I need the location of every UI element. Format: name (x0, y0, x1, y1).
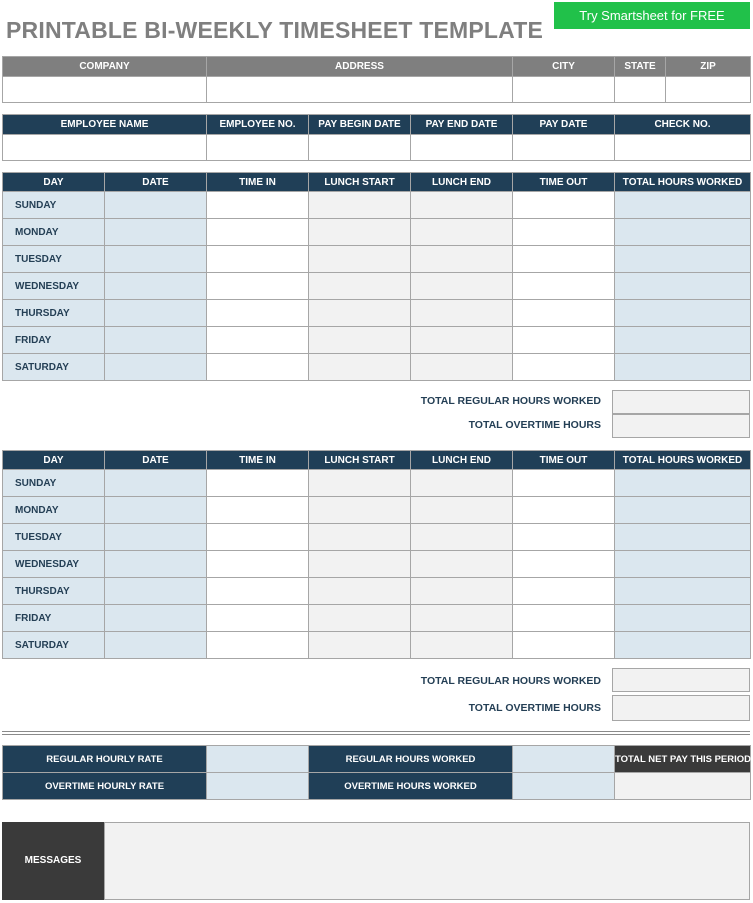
total-hours-cell (615, 524, 751, 551)
time-out-cell[interactable] (513, 300, 615, 327)
day-label: SUNDAY (3, 192, 105, 219)
date-cell[interactable] (105, 246, 207, 273)
city-field[interactable] (513, 77, 615, 103)
date-cell[interactable] (105, 327, 207, 354)
day-label: TUESDAY (3, 524, 105, 551)
lunch-end-cell[interactable] (411, 497, 513, 524)
lunch-end-cell[interactable] (411, 551, 513, 578)
day-header: DAY (3, 173, 105, 192)
time-in-cell[interactable] (207, 219, 309, 246)
time-out-cell[interactable] (513, 605, 615, 632)
time-out-header: TIME OUT (513, 451, 615, 470)
divider (2, 734, 750, 735)
total-net-pay-label: TOTAL NET PAY THIS PERIOD (615, 746, 751, 773)
lunch-end-cell[interactable] (411, 578, 513, 605)
overtime-hours-worked-label: OVERTIME HOURS WORKED (309, 773, 513, 800)
employee-name-field[interactable] (3, 135, 207, 161)
time-in-cell[interactable] (207, 605, 309, 632)
lunch-start-cell[interactable] (309, 551, 411, 578)
total-hours-cell (615, 354, 751, 381)
time-in-cell[interactable] (207, 327, 309, 354)
lunch-end-cell[interactable] (411, 632, 513, 659)
time-out-cell[interactable] (513, 497, 615, 524)
day-label: THURSDAY (3, 300, 105, 327)
overtime-hourly-rate-field[interactable] (207, 773, 309, 800)
employee-no-header: EMPLOYEE NO. (207, 115, 309, 135)
lunch-start-cell[interactable] (309, 273, 411, 300)
date-cell[interactable] (105, 632, 207, 659)
time-in-cell[interactable] (207, 246, 309, 273)
lunch-end-cell[interactable] (411, 192, 513, 219)
week-2-total-regular-label: TOTAL REGULAR HOURS WORKED (420, 675, 601, 687)
regular-hours-worked-field (513, 746, 615, 773)
date-cell[interactable] (105, 192, 207, 219)
date-cell[interactable] (105, 605, 207, 632)
total-hours-cell (615, 219, 751, 246)
total-hours-cell (615, 497, 751, 524)
lunch-end-cell[interactable] (411, 300, 513, 327)
total-hours-header: TOTAL HOURS WORKED (615, 173, 751, 192)
divider (2, 731, 750, 732)
time-out-cell[interactable] (513, 578, 615, 605)
employee-no-field[interactable] (207, 135, 309, 161)
lunch-end-header: LUNCH END (411, 451, 513, 470)
week-1-total-regular-label: TOTAL REGULAR HOURS WORKED (420, 395, 601, 407)
lunch-end-cell[interactable] (411, 327, 513, 354)
day-label: WEDNESDAY (3, 273, 105, 300)
day-header: DAY (3, 451, 105, 470)
page-title: PRINTABLE BI-WEEKLY TIMESHEET TEMPLATE (6, 17, 544, 43)
total-hours-cell (615, 327, 751, 354)
week-2-total-regular-field (612, 668, 750, 692)
overtime-hourly-rate-label: OVERTIME HOURLY RATE (3, 773, 207, 800)
time-out-cell[interactable] (513, 354, 615, 381)
date-cell[interactable] (105, 578, 207, 605)
check-no-field[interactable] (615, 135, 751, 161)
day-label: SATURDAY (3, 632, 105, 659)
lunch-start-cell[interactable] (309, 497, 411, 524)
lunch-start-cell[interactable] (309, 354, 411, 381)
lunch-start-cell[interactable] (309, 246, 411, 273)
total-hours-cell (615, 273, 751, 300)
date-cell[interactable] (105, 219, 207, 246)
employee-name-header: EMPLOYEE NAME (3, 115, 207, 135)
week-1-table (2, 172, 751, 381)
pay-summary-table (2, 745, 751, 800)
address-field[interactable] (207, 77, 513, 103)
company-header: COMPANY (3, 57, 207, 77)
time-in-cell[interactable] (207, 497, 309, 524)
zip-field[interactable] (666, 77, 751, 103)
day-label: MONDAY (3, 219, 105, 246)
date-cell[interactable] (105, 551, 207, 578)
time-in-cell[interactable] (207, 192, 309, 219)
lunch-start-header: LUNCH START (309, 451, 411, 470)
total-hours-cell (615, 300, 751, 327)
lunch-start-header: LUNCH START (309, 173, 411, 192)
lunch-end-cell[interactable] (411, 354, 513, 381)
week-1-total-regular-field (612, 390, 750, 414)
lunch-end-cell[interactable] (411, 273, 513, 300)
day-label: FRIDAY (3, 327, 105, 354)
time-in-cell[interactable] (207, 354, 309, 381)
time-in-header: TIME IN (207, 451, 309, 470)
week-2-total-overtime-field (612, 695, 750, 721)
pay-end-date-field[interactable] (411, 135, 513, 161)
address-header: ADDRESS (207, 57, 513, 77)
time-out-cell[interactable] (513, 632, 615, 659)
time-in-cell[interactable] (207, 578, 309, 605)
week-1-total-overtime-label: TOTAL OVERTIME HOURS (468, 419, 601, 431)
lunch-end-cell[interactable] (411, 605, 513, 632)
overtime-hours-worked-field (513, 773, 615, 800)
day-label: TUESDAY (3, 246, 105, 273)
pay-begin-date-header: PAY BEGIN DATE (309, 115, 411, 135)
time-out-header: TIME OUT (513, 173, 615, 192)
time-in-cell[interactable] (207, 300, 309, 327)
lunch-start-cell[interactable] (309, 300, 411, 327)
pay-end-date-header: PAY END DATE (411, 115, 513, 135)
time-in-cell[interactable] (207, 273, 309, 300)
time-out-cell[interactable] (513, 470, 615, 497)
date-cell[interactable] (105, 300, 207, 327)
lunch-end-cell[interactable] (411, 219, 513, 246)
date-header: DATE (105, 173, 207, 192)
lunch-start-cell[interactable] (309, 219, 411, 246)
lunch-start-cell[interactable] (309, 605, 411, 632)
lunch-end-header: LUNCH END (411, 173, 513, 192)
day-label: WEDNESDAY (3, 551, 105, 578)
date-cell[interactable] (105, 354, 207, 381)
total-net-pay-field (615, 773, 751, 800)
city-header: CITY (513, 57, 615, 77)
company-field[interactable] (3, 77, 207, 103)
try-smartsheet-button[interactable]: Try Smartsheet for FREE (554, 2, 750, 29)
date-cell[interactable] (105, 497, 207, 524)
lunch-end-cell[interactable] (411, 470, 513, 497)
time-in-header: TIME IN (207, 173, 309, 192)
date-cell[interactable] (105, 524, 207, 551)
total-hours-cell (615, 605, 751, 632)
time-out-cell[interactable] (513, 551, 615, 578)
time-in-cell[interactable] (207, 632, 309, 659)
total-hours-cell (615, 246, 751, 273)
pay-begin-date-field[interactable] (309, 135, 411, 161)
state-field[interactable] (615, 77, 666, 103)
total-hours-cell (615, 551, 751, 578)
day-label: MONDAY (3, 497, 105, 524)
date-cell[interactable] (105, 273, 207, 300)
time-out-cell[interactable] (513, 192, 615, 219)
day-label: SATURDAY (3, 354, 105, 381)
lunch-start-cell[interactable] (309, 192, 411, 219)
lunch-start-cell[interactable] (309, 524, 411, 551)
day-label: FRIDAY (3, 605, 105, 632)
time-out-cell[interactable] (513, 246, 615, 273)
time-out-cell[interactable] (513, 327, 615, 354)
lunch-end-cell[interactable] (411, 246, 513, 273)
week-2-total-overtime-label: TOTAL OVERTIME HOURS (468, 702, 601, 714)
time-in-cell[interactable] (207, 524, 309, 551)
pay-date-header: PAY DATE (513, 115, 615, 135)
date-header: DATE (105, 451, 207, 470)
day-label: SUNDAY (3, 470, 105, 497)
zip-header: ZIP (666, 57, 751, 77)
state-header: STATE (615, 57, 666, 77)
total-hours-cell (615, 192, 751, 219)
lunch-start-cell[interactable] (309, 470, 411, 497)
total-hours-cell (615, 632, 751, 659)
date-cell[interactable] (105, 470, 207, 497)
day-label: THURSDAY (3, 578, 105, 605)
total-hours-cell (615, 578, 751, 605)
messages-field[interactable] (104, 822, 750, 900)
total-hours-cell (615, 470, 751, 497)
time-out-cell[interactable] (513, 219, 615, 246)
total-hours-header: TOTAL HOURS WORKED (615, 451, 751, 470)
lunch-start-cell[interactable] (309, 327, 411, 354)
lunch-start-cell[interactable] (309, 578, 411, 605)
lunch-end-cell[interactable] (411, 524, 513, 551)
regular-hours-worked-label: REGULAR HOURS WORKED (309, 746, 513, 773)
company-table (2, 56, 751, 103)
regular-hourly-rate-field[interactable] (207, 746, 309, 773)
check-no-header: CHECK NO. (615, 115, 751, 135)
time-in-cell[interactable] (207, 470, 309, 497)
week-1-total-overtime-field (612, 414, 750, 438)
time-out-cell[interactable] (513, 273, 615, 300)
time-out-cell[interactable] (513, 524, 615, 551)
regular-hourly-rate-label: REGULAR HOURLY RATE (3, 746, 207, 773)
time-in-cell[interactable] (207, 551, 309, 578)
lunch-start-cell[interactable] (309, 632, 411, 659)
employee-table (2, 114, 751, 161)
pay-date-field[interactable] (513, 135, 615, 161)
messages-label: MESSAGES (2, 822, 104, 900)
week-2-table (2, 450, 751, 659)
